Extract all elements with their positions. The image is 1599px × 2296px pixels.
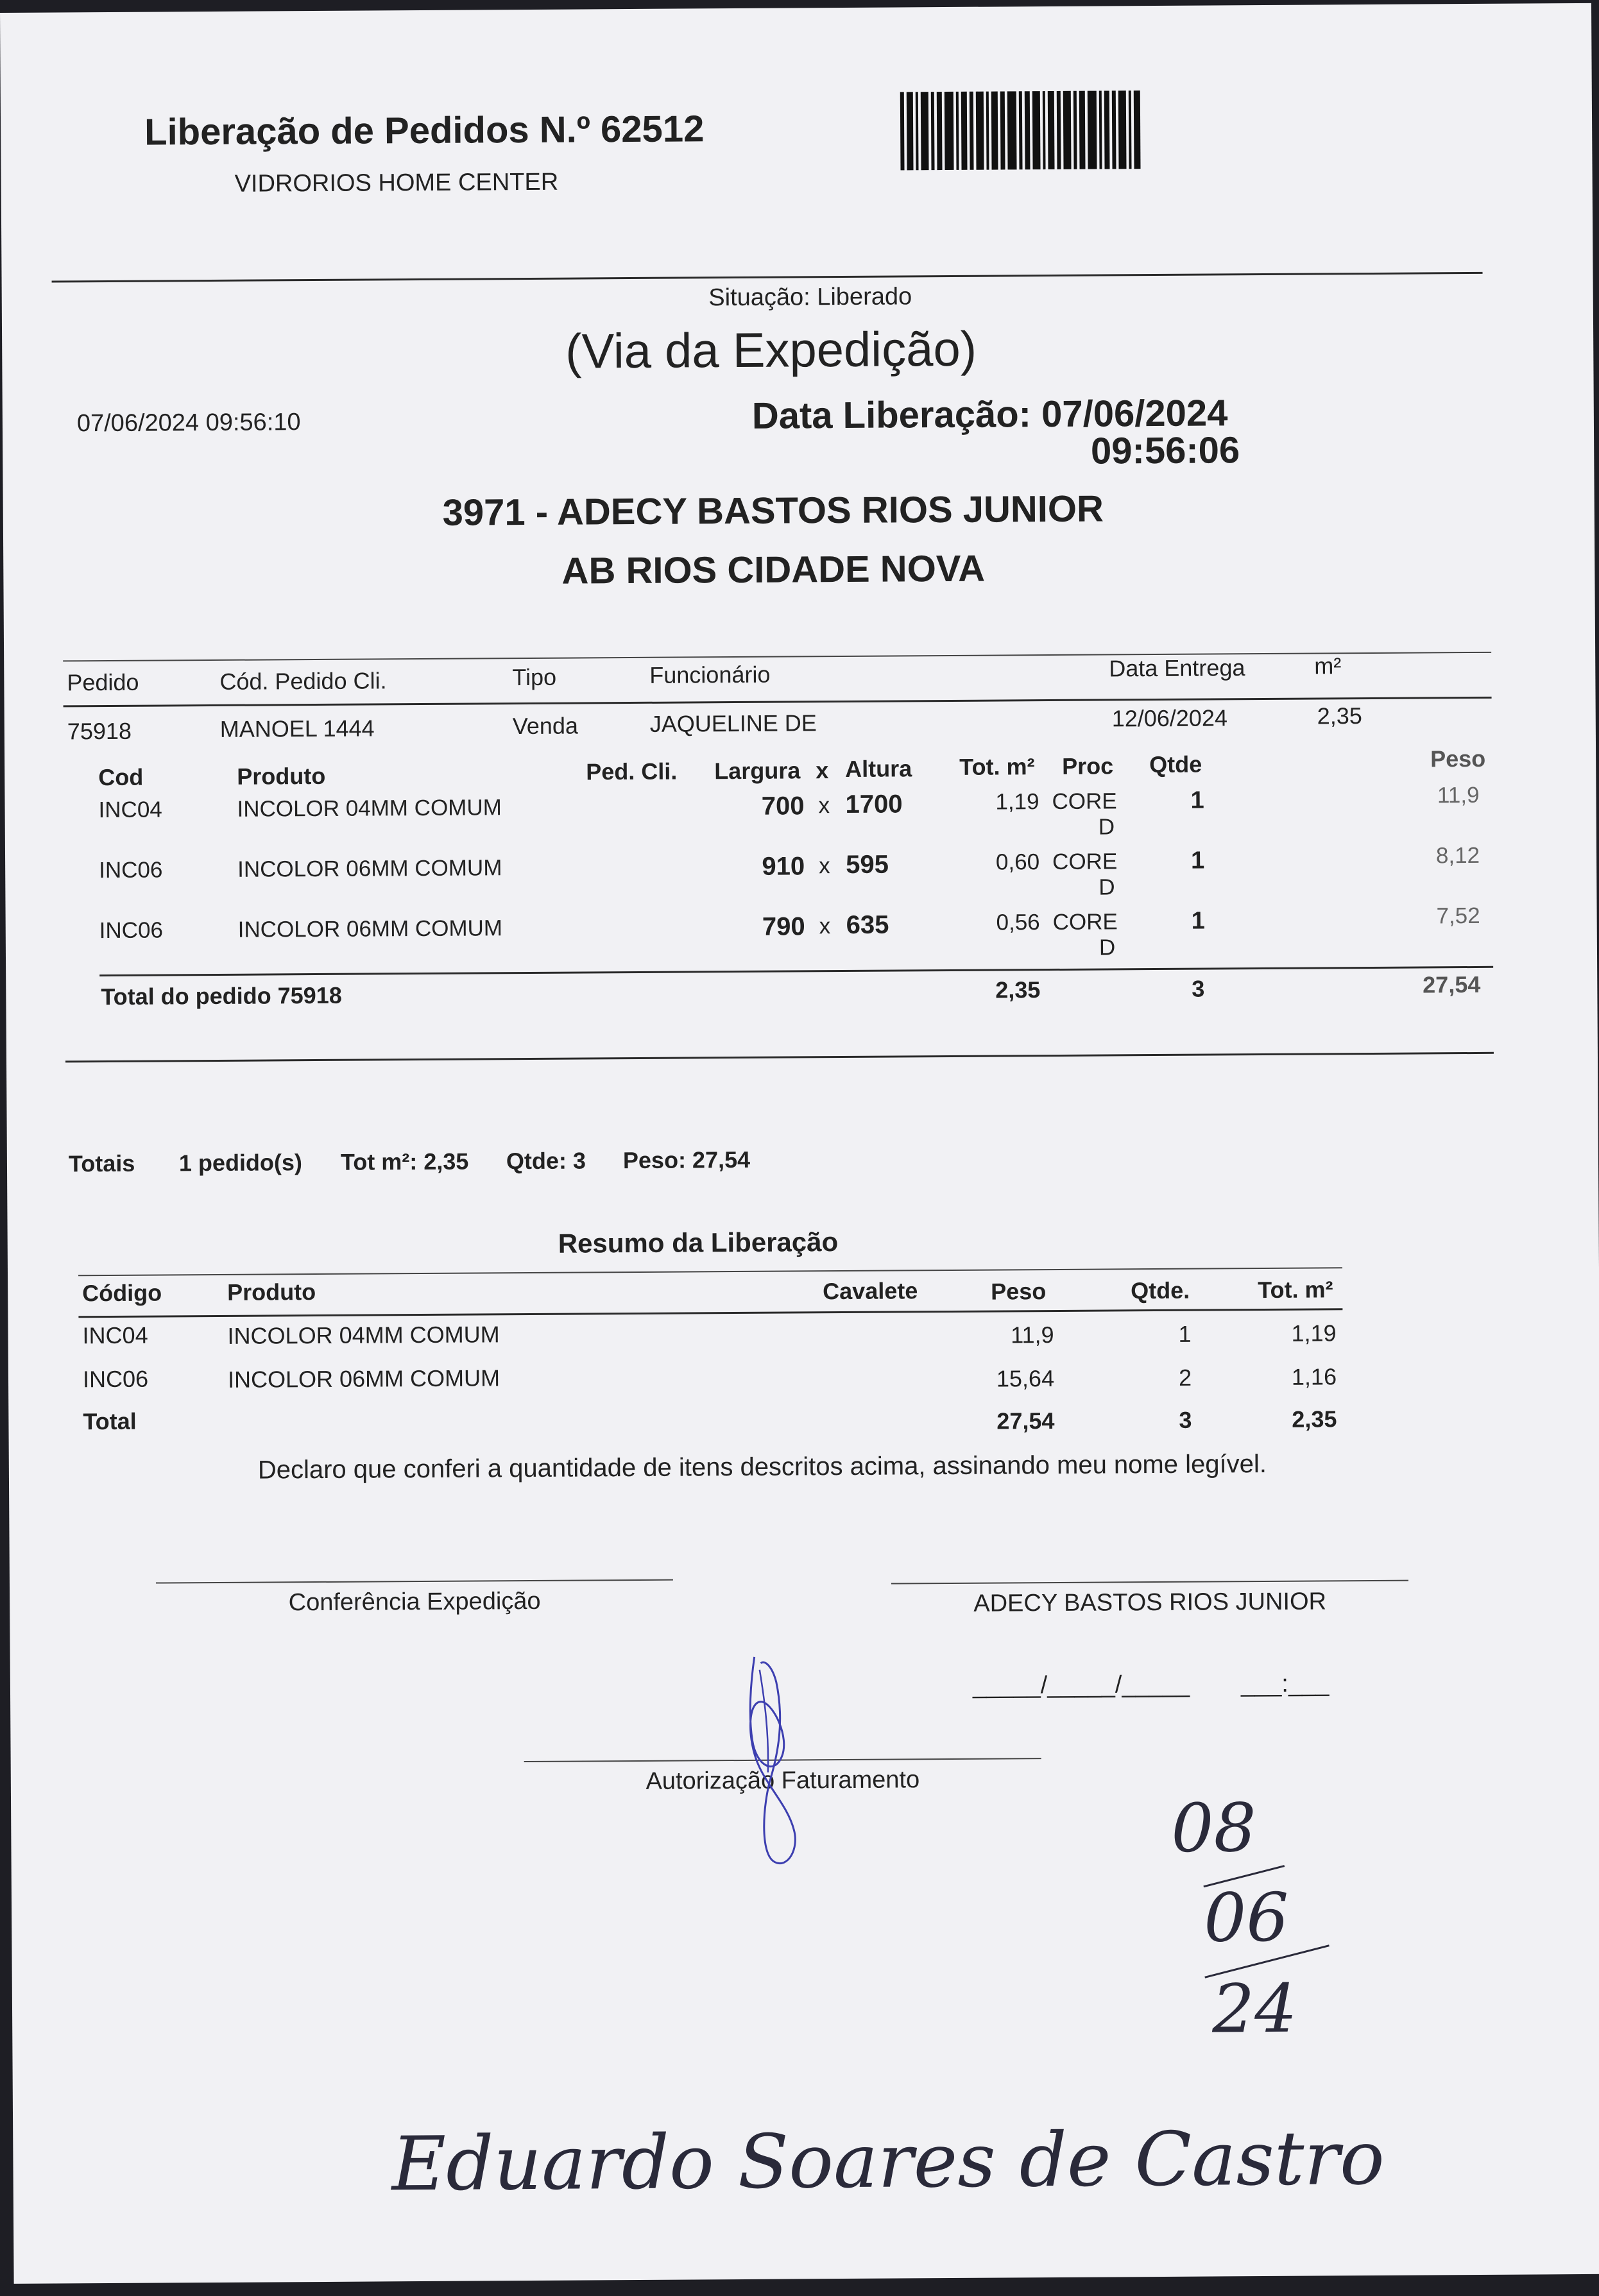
- items-col-altura: Altura: [845, 755, 912, 782]
- order-m2: 2,35: [1317, 702, 1362, 729]
- item-qtde: 1: [1191, 907, 1205, 935]
- item-proc-suffix: D: [1099, 935, 1116, 960]
- item-produto: INCOLOR 06MM COMUM: [237, 915, 503, 942]
- items-total-label: Total do pedido 75918: [101, 982, 342, 1010]
- data-liberacao: Data Liberação: 07/06/2024: [751, 392, 1228, 437]
- items-col-cod: Cod: [98, 763, 144, 791]
- item-altura: 595: [846, 850, 889, 879]
- item-tot-m2: 0,56: [996, 910, 1040, 935]
- item-x: x: [818, 793, 830, 819]
- totais-m2: Tot m²: 2,35: [340, 1148, 469, 1175]
- resumo-col-codigo: Código: [82, 1279, 162, 1307]
- totais-peso: Peso: 27,54: [622, 1146, 751, 1174]
- resumo-col-qtde: Qtde.: [1131, 1277, 1190, 1304]
- item-largura: 700: [761, 792, 805, 821]
- cliente-signature-line: [891, 1580, 1408, 1585]
- item-peso: 8,12: [1435, 842, 1480, 869]
- header-divider: [52, 272, 1483, 283]
- resumo-total-peso: 27,54: [996, 1407, 1055, 1434]
- item-proc-suffix: D: [1099, 874, 1115, 900]
- resumo-title: Resumo da Liberação: [558, 1227, 839, 1259]
- handwritten-name: Eduardo Soares de Castro: [391, 2114, 1385, 2208]
- conferencia-signature-line: [156, 1579, 673, 1584]
- resumo-col-produto: Produto: [227, 1279, 316, 1305]
- item-produto: INCOLOR 04MM COMUM: [237, 795, 502, 822]
- item-peso: 11,9: [1437, 782, 1480, 808]
- item-qtde: 1: [1190, 847, 1205, 874]
- resumo-header-line: [78, 1308, 1342, 1318]
- conferencia-label: Conferência Expedição: [288, 1587, 541, 1617]
- items-total-qtde: 3: [1192, 975, 1205, 1002]
- signature-scribble: [723, 1644, 820, 1875]
- items-col-qtde: Qtde: [1149, 751, 1202, 778]
- item-largura: 790: [762, 912, 805, 941]
- resumo-total-label: Total: [83, 1407, 137, 1435]
- order-table-top-line: [63, 652, 1491, 662]
- item-produto: INCOLOR 06MM COMUM: [237, 855, 502, 882]
- items-col-ped-cli: Ped. Cli.: [586, 758, 678, 785]
- item-proc: CORE: [1052, 788, 1117, 815]
- item-proc: CORE: [1052, 849, 1118, 875]
- col-tipo: Tipo: [512, 663, 557, 691]
- date-blank: _____/_____/_____: [972, 1671, 1190, 1699]
- items-col-proc: Proc: [1062, 753, 1114, 779]
- resumo-col-cavalete: Cavalete: [823, 1277, 918, 1305]
- document-title: Liberação de Pedidos N.º 62512: [144, 108, 705, 153]
- resumo-produto: INCOLOR 04MM COMUM: [227, 1321, 500, 1349]
- resumo-produto: INCOLOR 06MM COMUM: [227, 1365, 500, 1393]
- situacao-label: Situação: Liberado: [708, 283, 912, 312]
- item-cod: INC06: [99, 857, 163, 883]
- item-tot-m2: 0,60: [995, 849, 1040, 875]
- autorizacao-label: Autorização Faturamento: [646, 1766, 920, 1795]
- totais-qtde: Qtde: 3: [506, 1147, 586, 1175]
- col-cod-pedido-cli: Cód. Pedido Cli.: [219, 667, 387, 695]
- resumo-total-qtde: 3: [1179, 1406, 1192, 1433]
- resumo-top-line: [78, 1267, 1342, 1276]
- handwritten-day: 08: [1170, 1789, 1257, 1867]
- items-end-divider: [65, 1052, 1494, 1063]
- col-pedido: Pedido: [67, 668, 139, 696]
- order-cod-pedido-cli: MANOEL 1444: [219, 715, 375, 742]
- resumo-codigo: INC06: [82, 1365, 149, 1393]
- handwritten-month: 06: [1203, 1878, 1289, 1957]
- item-tot-m2: 1,19: [995, 789, 1039, 815]
- resumo-tot-m2: 1,16: [1291, 1363, 1337, 1390]
- col-funcionario: Funcionário: [649, 661, 771, 688]
- order-table-header-line: [64, 697, 1492, 708]
- items-total-line: [99, 966, 1493, 976]
- resumo-total-m2: 2,35: [1292, 1406, 1337, 1433]
- item-proc-suffix: D: [1098, 814, 1115, 840]
- handwritten-year: 24: [1211, 1969, 1297, 2048]
- resumo-qtde: 2: [1178, 1364, 1192, 1391]
- cliente-loja: AB RIOS CIDADE NOVA: [561, 547, 986, 592]
- item-cod: INC04: [98, 797, 162, 823]
- items-col-tot-m2: Tot. m²: [959, 753, 1035, 780]
- time-blank: ___:___: [1240, 1670, 1330, 1698]
- items-col-produto: Produto: [237, 762, 326, 790]
- items-col-peso: Peso: [1430, 745, 1486, 772]
- hora-liberacao: 09:56:06: [1090, 429, 1240, 472]
- document-page: [0, 3, 1599, 2284]
- resumo-qtde: 1: [1178, 1320, 1192, 1347]
- items-total-m2: 2,35: [995, 976, 1041, 1003]
- barcode: [900, 90, 1151, 170]
- totais-label: Totais: [68, 1150, 135, 1177]
- items-total-peso: 27,54: [1423, 971, 1481, 998]
- order-pedido: 75918: [67, 717, 132, 745]
- resumo-tot-m2: 1,19: [1291, 1320, 1337, 1347]
- resumo-col-peso: Peso: [991, 1278, 1047, 1305]
- item-cod: INC06: [99, 917, 164, 944]
- print-datetime: 07/06/2024 09:56:10: [76, 409, 301, 438]
- via-label: (Via da Expedição): [565, 321, 977, 379]
- item-altura: 635: [846, 910, 889, 939]
- item-qtde: 1: [1190, 787, 1204, 814]
- items-col-x: x: [816, 757, 829, 784]
- item-x: x: [819, 853, 830, 879]
- resumo-peso: 15,64: [996, 1365, 1055, 1392]
- company-name: VIDRORIOS HOME CENTER: [234, 168, 559, 198]
- cliente-signature-name: ADECY BASTOS RIOS JUNIOR: [973, 1588, 1327, 1617]
- order-funcionario: JAQUELINE DE: [649, 710, 817, 737]
- cliente-nome: 3971 - ADECY BASTOS RIOS JUNIOR: [442, 488, 1104, 534]
- item-peso: 7,52: [1436, 903, 1480, 929]
- resumo-col-tot-m2: Tot. m²: [1258, 1276, 1333, 1304]
- resumo-codigo: INC04: [82, 1322, 148, 1349]
- col-m2: m²: [1314, 652, 1342, 679]
- declaration-text: Declaro que conferi a quantidade de itens descritos acima, assinando meu nome legível.: [257, 1449, 1267, 1484]
- order-data-entrega: 12/06/2024: [1111, 704, 1228, 732]
- totais-pedidos: 1 pedido(s): [178, 1149, 303, 1177]
- item-altura: 1700: [845, 790, 903, 819]
- item-proc: CORE: [1052, 909, 1118, 935]
- items-col-largura: Largura: [714, 757, 801, 785]
- col-data-entrega: Data Entrega: [1109, 654, 1245, 682]
- order-tipo: Venda: [512, 712, 579, 740]
- resumo-peso: 11,9: [1011, 1322, 1054, 1348]
- item-largura: 910: [762, 852, 805, 881]
- item-x: x: [819, 914, 831, 939]
